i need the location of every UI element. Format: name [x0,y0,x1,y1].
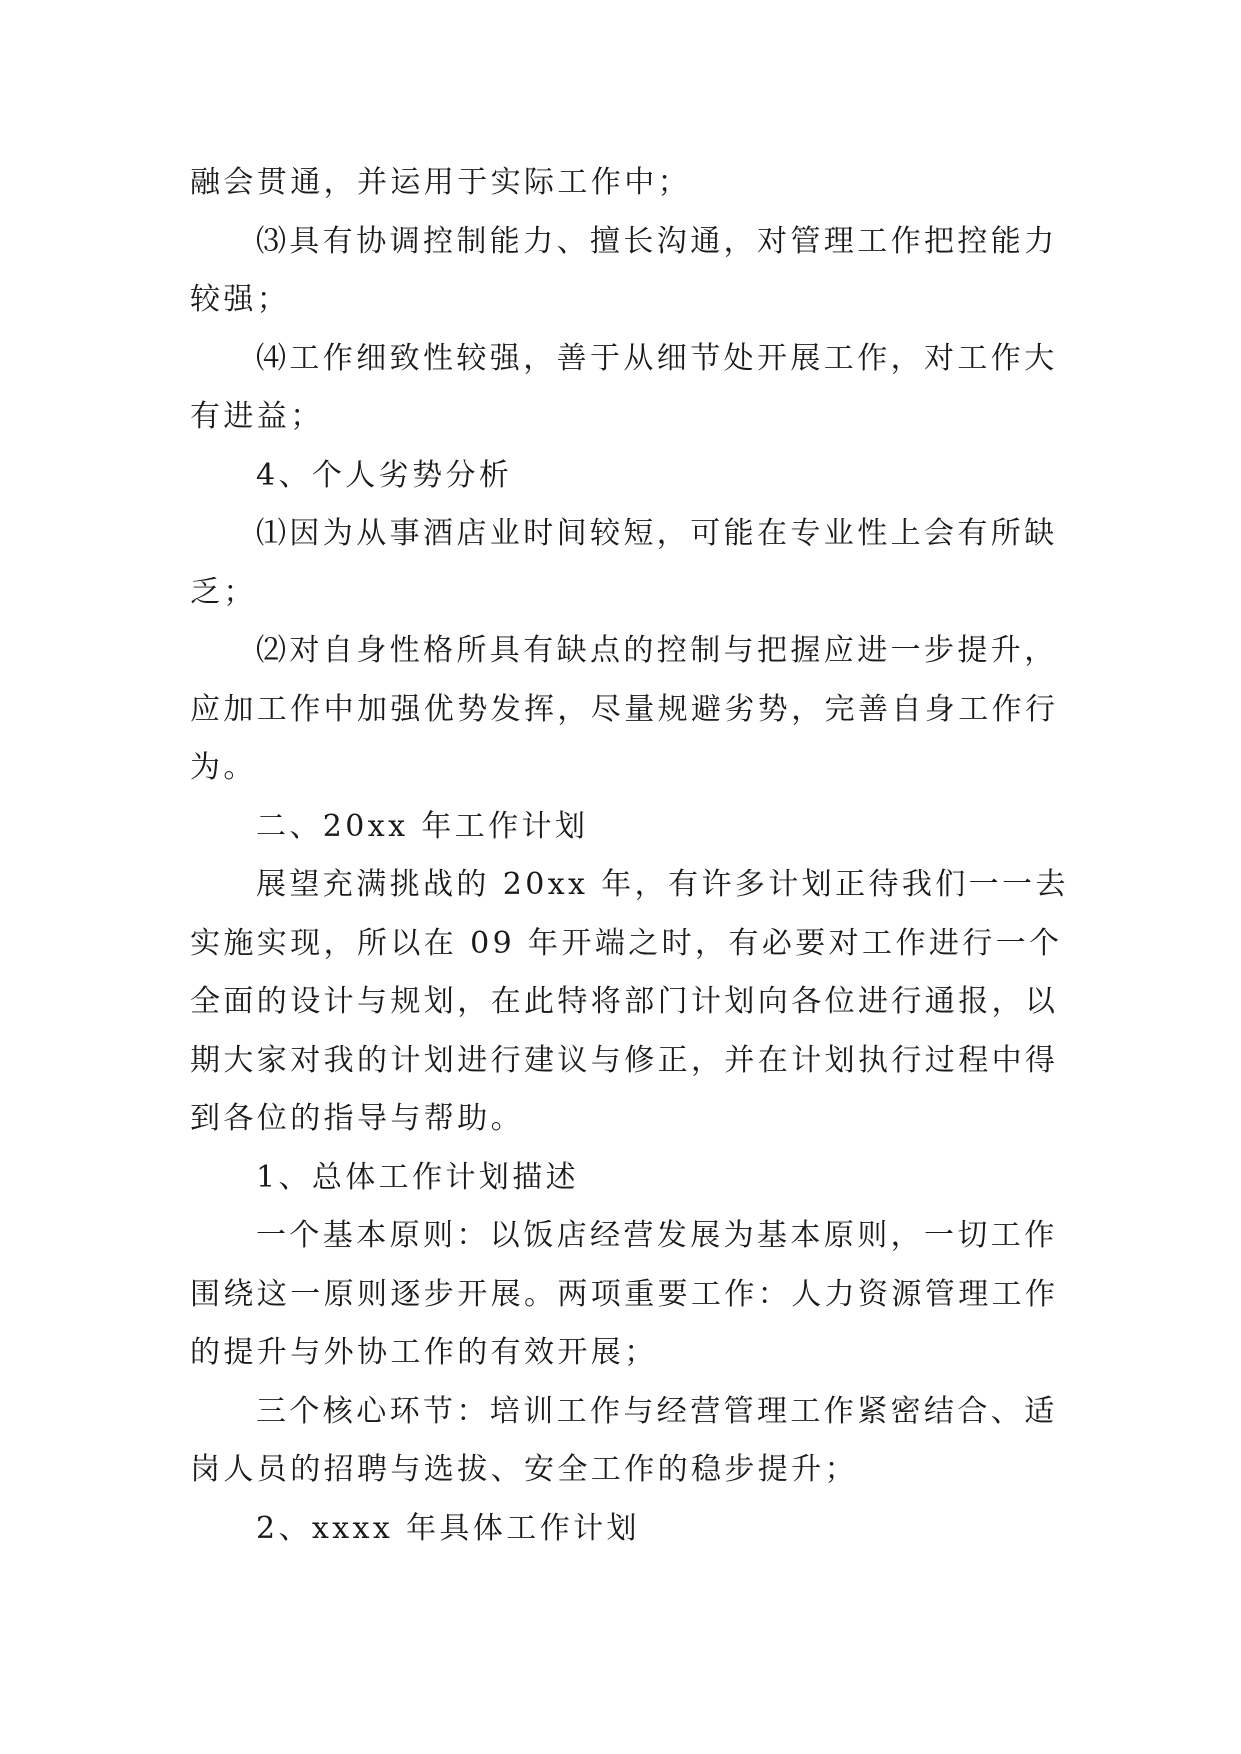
text-line: 展望充满挑战的 20xx 年，有许多计划正待我们一一去 [256,867,1069,902]
text-line: 应加工作中加强优势发挥，尽量规避劣势，完善自身工作行 [190,691,1059,727]
section-heading: 二、20xx 年工作计划 [256,808,589,844]
text-line: 实施实现，所以在 09 年开端之时，有必要对工作进行一个 [190,925,1063,961]
text-line: 较强； [190,282,291,317]
text-line: 融会贯通，并运用于实际工作中； [190,165,691,200]
text-line: 一个基本原则：以饭店经营发展为基本原则，一切工作 [256,1218,1058,1253]
section-heading: 4、个人劣势分析 [256,457,513,493]
text-line: 为。 [190,750,257,785]
text-line: 期大家对我的计划进行建议与修正，并在计划执行过程中得 [190,1042,1059,1078]
text-line: 有进益； [190,399,324,434]
section-heading: 1、总体工作计划描述 [256,1159,580,1195]
text-line: 三个核心环节：培训工作与经营管理工作紧密结合、适 [256,1393,1058,1429]
text-line: 到各位的指导与帮助。 [190,1101,524,1136]
text-line: 全面的设计与规划，在此特将部门计划向各位进行通报，以 [190,984,1059,1019]
text-line: ⑶具有协调控制能力、擅长沟通，对管理工作把控能力 [256,223,1058,259]
text-line: 的提升与外协工作的有效开展； [190,1335,658,1370]
section-heading: 2、xxxx 年具体工作计划 [256,1510,640,1546]
text-line: ⑷工作细致性较强，善于从细节处开展工作，对工作大 [256,340,1058,376]
document-body [190,154,1069,1558]
text-line: ⑴因为从事酒店业时间较短，可能在专业性上会有所缺 [256,516,1058,551]
text-line: ⑵对自身性格所具有缺点的控制与把握应进一步提升， [256,633,1058,668]
text-line: 乏； [190,574,257,610]
text-line: 围绕这一原则逐步开展。两项重要工作：人力资源管理工作 [190,1276,1059,1312]
text-line: 岗人员的招聘与选拔、安全工作的稳步提升； [190,1452,858,1487]
